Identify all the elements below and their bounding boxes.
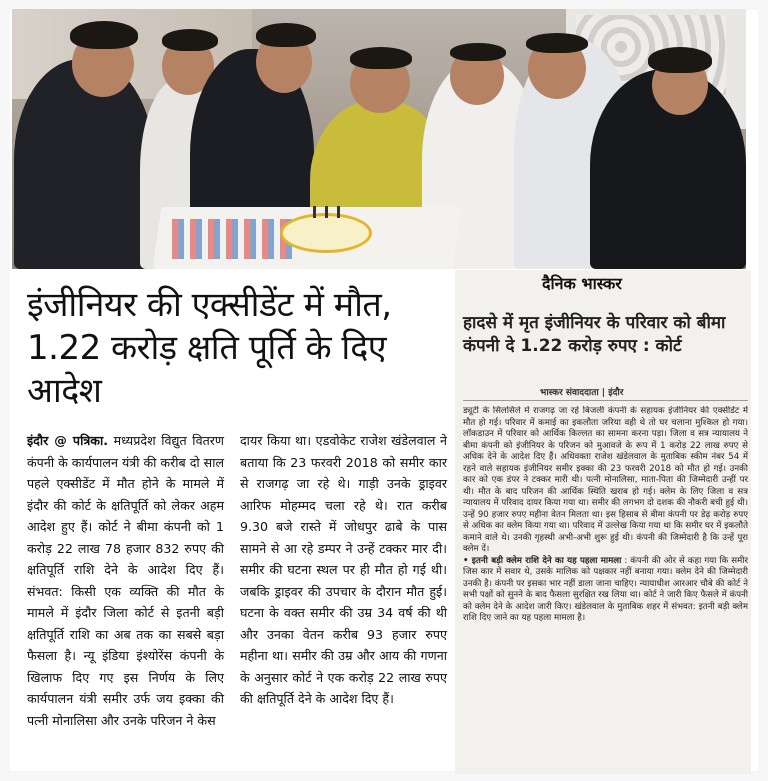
clipping-paragraph-2: : कंपनी की ओर से कहा गया कि समीर जिस कार में सवार थे, उसके मालिक को पक्षकार नहीं बनाया गया। क्लेम देने की जिम्मेदारी उनकी है। कंपनी पर इसका भार नहीं डाला जाना चाहिए। न्यायाधीश आरआर चौबे की कोर्ट ने सभी पक्षों को सुनने के बाद फैसला सुरक्षित रख लिया था। कोर्ट ने जारी किए फैसले में कंपनी को क्लेम देने के आदेश जारी किए। खंडेलवाल के मुताबिक शहर में संभवत: इतनी बड़ी क्लेम राशि दिए जाने का यह पहला मामला है। — [463, 555, 748, 623]
candle-icon — [325, 206, 328, 218]
clipping-subhead: • इतनी बड़ी क्लेम राशि देने का यह पहला मामला — [463, 555, 622, 566]
group-photo — [12, 9, 746, 269]
person-2-hair — [162, 29, 218, 51]
person-3-hair — [256, 23, 316, 47]
clipping-paragraph-1: ड्यूटी के सिलसिले में राजगढ़ जा रहे बिजली कंपनी के सहायक इंजीनियर की एक्सीडेंट में मौत हो गई। परिवार में कमाई का इकलौता जरिया वही थे तो घर चलाना मुश्किल हो गया। लॉकडाउन में परिवार को आर्थिक किल्लत का सामना करना पड़ा। जिला व सत्र न्यायालय ने बीमा कंपनी को इंजीनियर के परिजन को मुआवजे के रूप में 1 करोड़ 22 लाख रुपए से अधिक देने के आदेश दिए हैं। अधिवक्ता राजेश खंडेलवाल के मुताबिक स्कीम नंबर 54 में रहने वाले सहायक इंजीनियर समीर इक्का की 23 फरवरी 2018 को मौत हो गई। उनकी कार को एक डंपर ने टक्कर मारी थी। पत्नी मोनालिसा, माता-पिता की जिम्मेदारी उन्हीं पर थी। मौत के बाद परिजन की आर्थिक स्थिति खराब हो गई। क्लेम के लिए जिला व सत्र न्यायालय में परिवाद दायर किया गया था। समीर की लगभग दो दशक की नौकरी बची हुई थी। उन्हें 90 हजार रुपए महीना वेतन मिलता था। इस हिसाब से बीमा कंपनी पर डेढ़ करोड़ रुपए से अधिक का क्लेम किया गया था। परिवाद में उल्लेख किया गया था कि समीर घर में इकलौते कमाने वाले थे। उनकी गृहस्थी अभी-अभी शुरू हुई थी। कंपनी की जिम्मेदारी है कि उन्हें पूरा क्लेम दें। — [463, 406, 748, 554]
article-headline: इंजीनियर की एक्सीडेंट में मौत, 1.22 करोड़ क्षति पूर्ति के दिए आदेश — [27, 285, 392, 411]
clipping-masthead: दैनिक भास्कर — [542, 274, 622, 293]
person-7-hair — [648, 47, 712, 73]
printed-banner — [172, 219, 292, 259]
cake — [280, 213, 372, 253]
clipping-body — [463, 406, 748, 772]
candle-icon — [337, 206, 340, 218]
clipping-byline: भास्कर संवाददाता | इंदौर — [540, 388, 624, 398]
article-column-2: दायर किया था। एडवोकेट राजेश खंडेलवाल ने बताया कि 23 फरवरी 2018 को समीर कार से राजगढ़ जा रहे थे। गाड़ी उनके ड्राइवर आरिफ मोहम्मद चला रहे थे। रात करीब 9.30 बजे रास्ते में जोधपुर ढाबे के पास सामने से आ रहे डम्पर ने उन्हें टक्कर मार दी। समीर की घटना स्थल पर ही मौत हो गई थी। जबकि ड्राइवर की उपचार के दौरान मौत हुई। घटना के वक्त समीर की उम्र 34 वर्ष की थी और उनका वेतन करीब 93 हजार रुपए महीना था। समीर की उम्र और आय की गणना के अनुसार कोर्ट ने एक करोड़ 22 लाख रुपए की क्षतिपूर्ति देने के आदेश दिए हैं। — [240, 433, 447, 706]
article-body — [27, 430, 447, 775]
candle-icon — [313, 206, 316, 218]
article-column-1 — [27, 430, 224, 731]
person-4-hair — [350, 47, 412, 69]
clipping-divider — [463, 400, 748, 401]
article-dateline: इंदौर @ पत्रिका. — [27, 433, 109, 448]
person-6-hair — [526, 33, 588, 53]
person-1-hair — [70, 21, 138, 49]
clipping-headline: हादसे में मृत इंजीनियर के परिवार को बीमा कंपनी दे 1.22 करोड़ रुपए : कोर्ट — [463, 313, 726, 356]
person-5-hair — [450, 43, 506, 61]
article-column-1-text: मध्यप्रदेश विद्युत वितरण कंपनी के कार्यपालन यंत्री की करीब दो साल पहले एक्सीडेंट में मौत होने के मामले में इंदौर की कोर्ट के क्षतिपूर्ति को लेकर अहम आदेश हुए हैं। कोर्ट ने बीमा कंपनी को 1 करोड़ 22 लाख 78 हजार 832 रुपए की क्षतिपूर्ति राशि देने के आदेश दिए हैं। संभवत: किसी एक व्यक्ति की मौत के मामले में इंदौर जिला कोर्ट से इतनी बड़ी क्षतिपूर्ति राशि का अब तक का सबसे बड़ा फैसला है। न्यू इंडिया इंश्योरेंस कंपनी के खिलाफ दिए गए इस निर्णय के लिए कार्यपालन यंत्री समीर उर्फ जय इक्का की पत्नी मोनालिसा और उनके परिजन ने केस — [27, 433, 225, 728]
